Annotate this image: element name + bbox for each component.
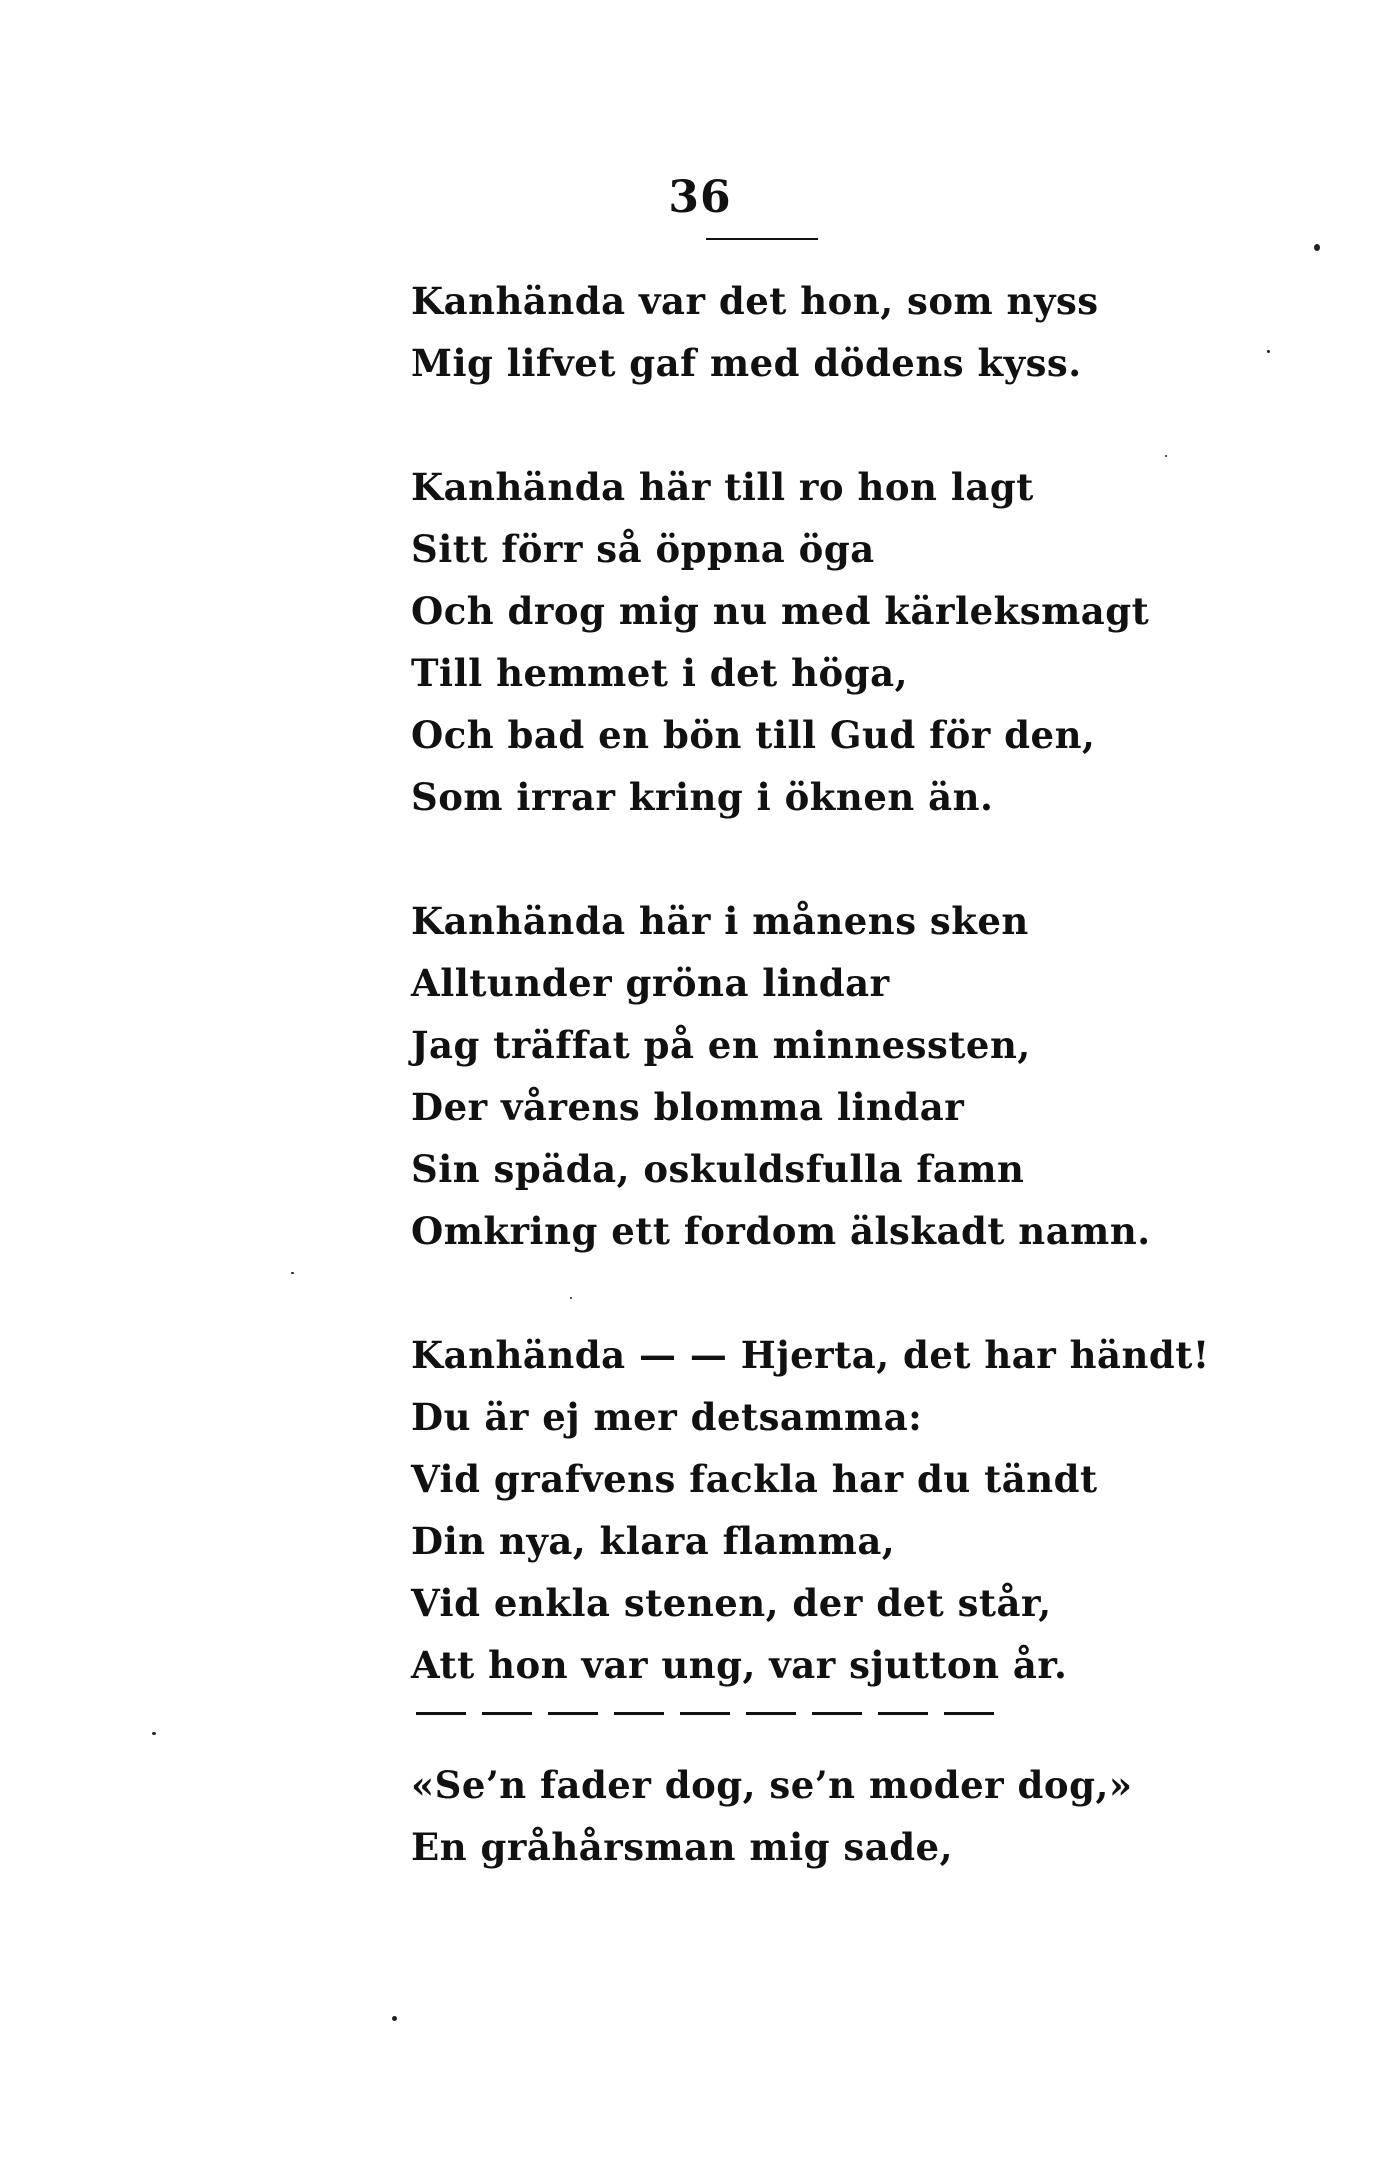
poem-line: «Se’n fader dog, se’n moder dog,» <box>411 1763 1133 1807</box>
poem-line: Kanhända — — Hjerta, det har händt! <box>411 1333 1210 1377</box>
stanza-1 <box>411 270 1311 394</box>
section-separator <box>416 1712 994 1715</box>
poem-line: Och drog mig nu med kärleksmagt <box>411 589 1150 633</box>
poem-line: Jag träffat på en minnessten, <box>411 1023 1031 1067</box>
print-speck <box>1314 244 1320 251</box>
poem-line: Omkring ett fordom älskadt namn. <box>411 1209 1151 1253</box>
print-speck <box>1267 350 1270 353</box>
poem <box>411 270 1311 1758</box>
poem-line: Till hemmet i det höga, <box>411 651 908 695</box>
separator-dash <box>614 1712 664 1715</box>
poem-line: Mig lifvet gaf med dödens kyss. <box>411 341 1082 385</box>
poem-line: Kanhända här till ro hon lagt <box>411 465 1034 509</box>
separator-dash <box>680 1712 730 1715</box>
stanza-2 <box>411 456 1311 828</box>
separator-dash <box>746 1712 796 1715</box>
poem-line: Du är ej mer detsamma: <box>411 1395 923 1439</box>
separator-dash <box>944 1712 994 1715</box>
print-speck <box>570 1297 572 1299</box>
print-speck <box>392 2016 397 2021</box>
print-speck <box>152 1732 156 1735</box>
print-speck <box>291 1272 294 1274</box>
separator-dash <box>878 1712 928 1715</box>
separator-dash <box>416 1712 466 1715</box>
stanza-4 <box>411 1324 1311 1696</box>
poem-line: Sin späda, oskuldsfulla famn <box>411 1147 1025 1191</box>
separator-dash <box>548 1712 598 1715</box>
page-number: 36 <box>668 172 732 223</box>
poem-line: Kanhända var det hon, som nyss <box>411 279 1099 323</box>
poem-line: Att hon var ung, var sjutton år. <box>411 1643 1068 1687</box>
poem-line: Der vårens blomma lindar <box>411 1085 965 1129</box>
poem-line: Din nya, klara flamma, <box>411 1519 896 1563</box>
poem-line: Som irrar kring i öknen än. <box>411 775 994 819</box>
stanza-3 <box>411 890 1311 1262</box>
poem-line: Och bad en bön till Gud för den, <box>411 713 1096 757</box>
poem-line: Alltunder gröna lindar <box>411 961 890 1005</box>
poem-line: Vid enkla stenen, der det står, <box>411 1581 1052 1625</box>
poem-line: Kanhända här i månens sken <box>411 899 1029 943</box>
poem-line: En gråhårsman mig sade, <box>411 1825 953 1869</box>
stanza-5 <box>411 1754 1311 1878</box>
separator-dash <box>812 1712 862 1715</box>
poem-line: Vid grafvens fackla har du tändt <box>411 1457 1098 1501</box>
separator-dash <box>482 1712 532 1715</box>
print-speck <box>1165 455 1167 457</box>
poem-line: Sitt förr så öppna öga <box>411 527 875 571</box>
page-number-rule <box>706 238 818 240</box>
